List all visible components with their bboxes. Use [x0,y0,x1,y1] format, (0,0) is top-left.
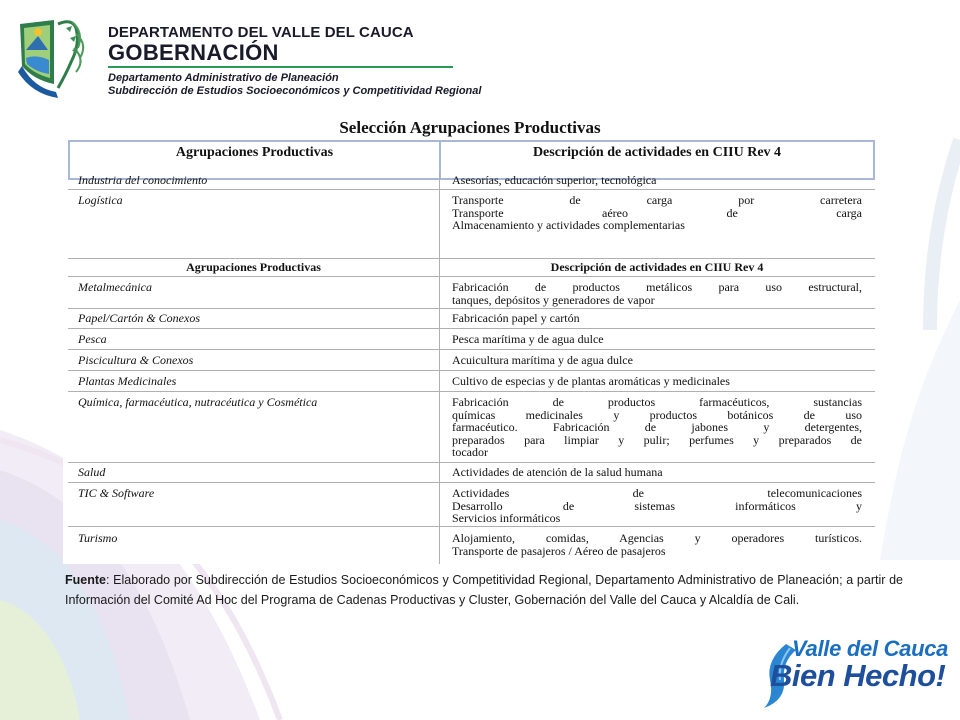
row-name: Logística [78,193,123,207]
row-divider [68,370,875,371]
row-divider [68,482,875,483]
row-divider [68,349,875,350]
productive-groups-table [63,112,877,564]
row-desc [452,396,862,459]
row-desc: Actividades de atención de la salud humana [452,465,663,479]
row-divider [68,391,875,392]
row-name: TIC & Software [78,486,155,500]
page-title: GOBERNACIÓN [108,40,279,65]
header-subtitle-2: Subdirección de Estudios Socioeconómicos y Competitividad Regional [108,85,482,97]
row-desc: Cultivo de especias y de plantas aromáticas y medicinales [452,374,730,388]
desc-line: Fabricación de productos metálicos para uso estructural, [452,280,862,294]
row-divider [68,189,875,190]
row-desc [452,281,862,306]
desc-line: Transporte de pasajeros / Aéreo de pasajeros [452,543,666,558]
row-divider [68,258,875,259]
row-name: Química, farmacéutica, nutracéutica y Cosmética [78,395,318,409]
row-divider [68,276,875,277]
desc-line: farmacéutico. Fabricación de jabones y detergentes, [452,420,862,434]
row-name: Piscicultura & Conexos [78,353,194,367]
source-text: : Elaborado por Subdirección de Estudios Socioeconómicos y Competitividad Regional, Departamento Administrativo de Planeación; a partir de Información del Comité Ad Hoc del Programa de Cadenas Productivas y Cluster, Gobernación del Valle del Cauca y Alcaldía de Cali. [65,573,903,607]
desc-line: Fabricación de productos farmacéuticos, sustancias [452,395,862,409]
desc-line: Desarrollo de sistemas informáticos y [452,498,862,513]
row-name: Papel/Cartón & Conexos [78,311,200,325]
row-name: Metalmecánica [78,280,152,294]
row-desc: Pesca marítima y de agua dulce [452,332,604,346]
column-header-groups: Agrupaciones Productivas [70,142,441,178]
row-name: Industria del conocimiento [78,173,208,187]
table-title: Selección Agrupaciones Productivas [339,118,601,137]
desc-line: Almacenamiento y actividades complementarias [452,218,685,232]
desc-line: tanques, depósitos y generadores de vapor [452,292,655,307]
subheader-description: Descripción de actividades en CIIU Rev 4 [550,260,764,274]
source-caption [65,570,903,610]
header-divider [108,66,453,68]
row-name: Pesca [78,332,107,346]
desc-line: preparados para limpiar y pulir; perfumes y preparados de [452,432,862,447]
source-label: Fuente [65,573,106,587]
desc-line: Alojamiento, comidas, Agencias y operadores turísticos. [452,531,862,545]
desc-line: químicas medicinales y productos botánicos de uso [452,407,862,422]
desc-line: Transporte de carga por carretera [452,193,862,207]
column-header-description: Descripción de actividades en CIIU Rev 4 [532,145,782,160]
row-desc: Asesorías, educación superior, tecnológica [452,173,657,187]
header-subtitle-1: Departamento Administrativo de Planeación [108,72,339,84]
desc-line: Transporte aéreo de carga [452,205,862,220]
row-desc [452,487,862,525]
row-divider [68,526,875,527]
desc-line: Servicios informáticos [452,511,561,525]
row-divider [68,328,875,329]
row-name: Plantas Medicinales [78,374,177,388]
row-divider [68,308,875,309]
department-name: DEPARTAMENTO DEL VALLE DEL CAUCA [108,24,414,41]
column-divider [439,172,440,564]
desc-line: tocador [452,445,488,459]
desc-line: Actividades de telecomunicaciones [452,486,862,500]
row-desc [452,194,862,232]
footer-logo-line1: Valle del Cauca [792,636,949,661]
row-desc: Acuicultura marítima y de agua dulce [452,353,633,367]
row-name: Turismo [78,531,118,545]
subheader-groups: Agrupaciones Productivas [186,260,321,274]
table-body [68,172,875,564]
coat-of-arms-icon [14,14,106,106]
row-divider [68,462,875,463]
footer-logo-line2: Bien Hecho! [770,658,946,693]
row-name: Salud [78,465,106,479]
row-desc [452,532,862,557]
row-desc: Fabricación papel y cartón [452,311,580,325]
